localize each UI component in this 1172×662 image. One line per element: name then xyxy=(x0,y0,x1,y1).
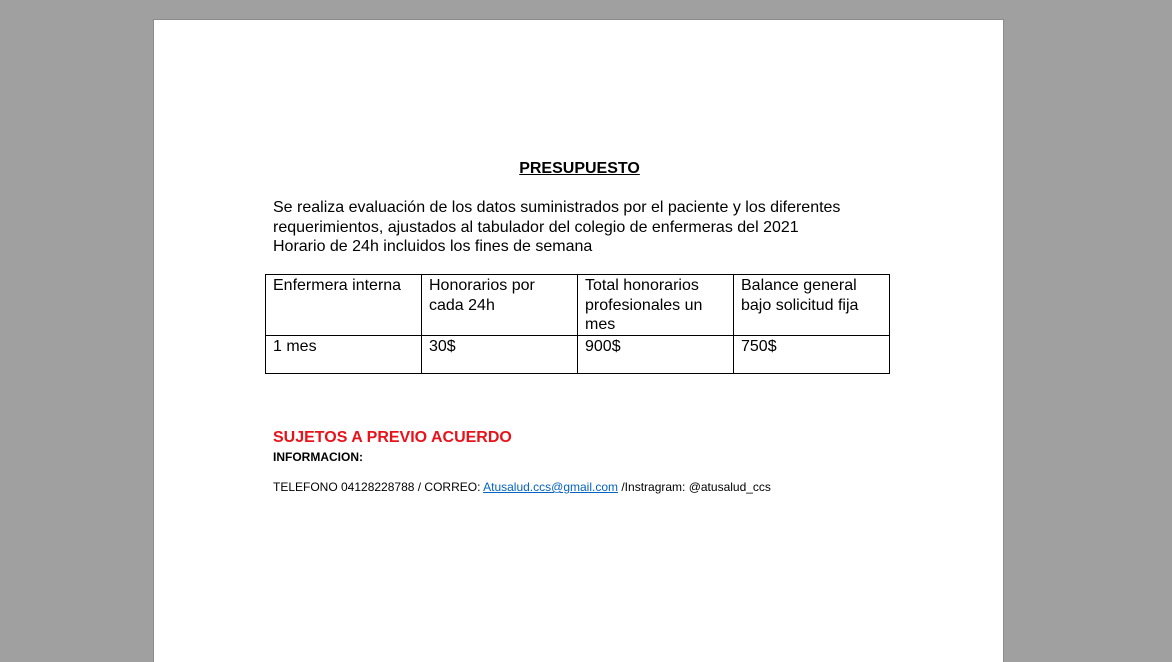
document-page xyxy=(153,19,1004,662)
table-header-cell: Total honorarios profesionales un mes xyxy=(578,275,734,336)
intro-line: Se realiza evaluación de los datos suministrados por el paciente y los diferentes xyxy=(273,199,841,216)
table-cell: 1 mes xyxy=(266,335,422,373)
table-header-cell: Enfermera interna xyxy=(266,275,422,336)
instagram-text: /Instragram: @atusalud_ccs xyxy=(618,480,771,494)
budget-table xyxy=(265,274,890,374)
email-link[interactable]: Atusalud.ccs@gmail.com xyxy=(483,480,619,494)
table-header-cell: Honorarios por cada 24h xyxy=(422,275,578,336)
table-cell: 750$ xyxy=(734,335,890,373)
document-title: PRESUPUESTO xyxy=(519,160,640,177)
table-header-row xyxy=(266,275,890,336)
table-cell: 30$ xyxy=(422,335,578,373)
table-header-cell: Balance general bajo solicitud fija xyxy=(734,275,890,336)
intro-line: requerimientos, ajustados al tabulador del colegio de enfermeras del 2021 xyxy=(273,218,799,236)
intro-line: Horario de 24h incluidos los fines de semana xyxy=(273,238,593,255)
intro-paragraph xyxy=(273,198,893,257)
subject-notice: SUJETOS A PREVIO ACUERDO xyxy=(273,429,512,446)
table-row xyxy=(266,335,890,373)
contact-line xyxy=(273,479,771,495)
info-label: INFORMACION: xyxy=(273,450,363,464)
phone-text: TELEFONO 04128228788 / CORREO: xyxy=(273,480,484,494)
table-cell: 900$ xyxy=(578,335,734,373)
